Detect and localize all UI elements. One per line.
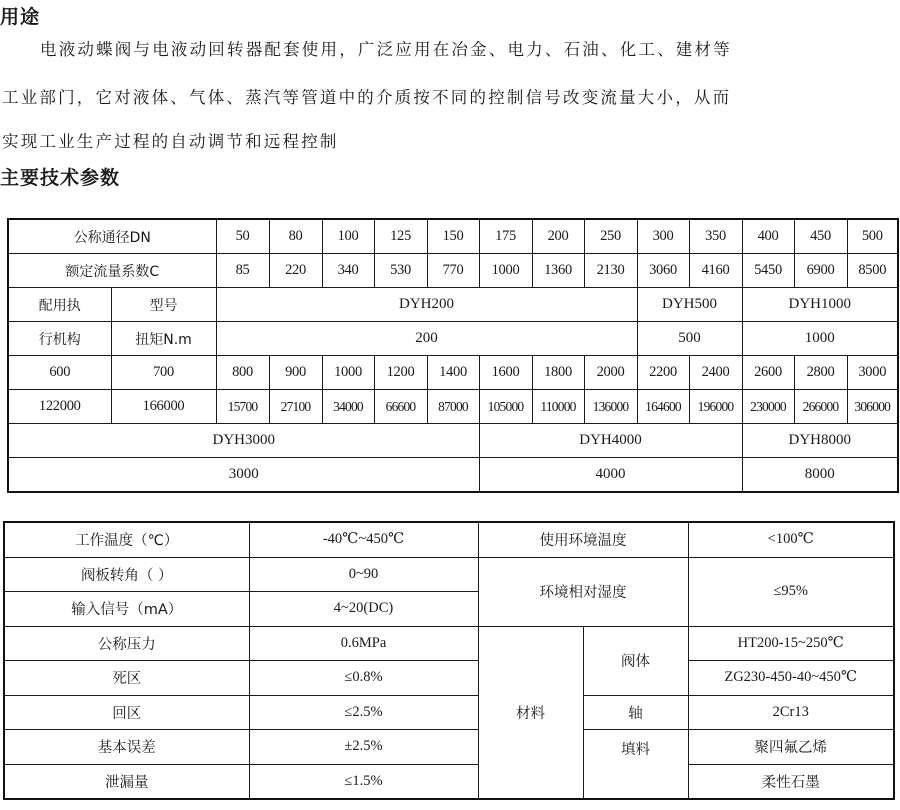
dn-cell: 80 [269, 219, 322, 254]
dn-cell: 2200 [637, 356, 689, 390]
dn-cell: 1600 [479, 356, 532, 390]
perf-value: ≤0.8% [249, 661, 478, 696]
humidity-value: ≤95% [688, 557, 894, 626]
cv-cell: 136000 [584, 390, 637, 424]
cv-cell: 164600 [637, 390, 689, 424]
cv-cell: 166000 [111, 390, 216, 424]
dn-cell: 1000 [322, 356, 374, 390]
model-row [8, 288, 898, 322]
perf-value: -40℃~450℃ [249, 522, 478, 557]
dn-cell: 500 [847, 219, 898, 254]
dn-cell: 175 [479, 219, 532, 254]
torque-cell: 200 [216, 322, 637, 356]
perf-row [4, 730, 894, 765]
perf-label: 回区 [4, 695, 249, 730]
perf-row [4, 626, 894, 661]
env-temp-label: 使用环境温度 [478, 522, 688, 557]
packing-value: 聚四氟乙烯 [688, 730, 894, 765]
cv-cell: 1000 [479, 254, 532, 288]
cv-cell: 66600 [374, 390, 427, 424]
cv-cell: 220 [269, 254, 322, 288]
dn-cell: 400 [742, 219, 794, 254]
cv-cell: 8500 [847, 254, 898, 288]
cv-cell: 15700 [216, 390, 269, 424]
model-cell: DYH8000 [742, 424, 898, 458]
usage-heading: 用途 [0, 6, 41, 28]
usage-line-2: 工业部门，它对液体、气体、蒸汽等管道中的介质按不同的控制信号改变流量大小，从而 [2, 88, 732, 107]
perf-label: 工作温度（℃） [4, 522, 249, 557]
model-cell: DYH1000 [742, 288, 898, 322]
cv-cell: 230000 [742, 390, 794, 424]
model-cell: DYH500 [637, 288, 742, 322]
cv-cell: 34000 [322, 390, 374, 424]
body-label: 阀体 [583, 626, 688, 695]
usage-line-1: 电液动蝶阀与电液动回转器配套使用，广泛应用在冶金、电力、石油、化工、建材等 [40, 40, 732, 59]
cv-cell: 6900 [794, 254, 847, 288]
model-cell: DYH4000 [479, 424, 742, 458]
cv-cell: 340 [322, 254, 374, 288]
dn-row [8, 219, 898, 254]
torque-label: 扭矩N.m [111, 322, 216, 356]
torque-cell: 4000 [479, 458, 742, 493]
cv-cell: 85 [216, 254, 269, 288]
torque-row [8, 322, 898, 356]
perf-value: ≤2.5% [249, 695, 478, 730]
perf-label: 阀板转角（ ） [4, 557, 249, 592]
model-label: 型号 [111, 288, 216, 322]
dn-cell: 250 [584, 219, 637, 254]
torque-cell: 1000 [742, 322, 898, 356]
torque-row-2 [8, 458, 898, 493]
shaft-value: 2Cr13 [688, 695, 894, 730]
dn-cell: 1400 [427, 356, 479, 390]
perf-label: 基本误差 [4, 730, 249, 765]
perf-value: ±2.5% [249, 730, 478, 765]
packing-value: 柔性石墨 [688, 764, 894, 799]
dn-cell: 350 [689, 219, 742, 254]
model-cell: DYH3000 [8, 424, 479, 458]
usage-line-3: 实现工业生产过程的自动调节和远程控制 [2, 132, 339, 151]
perf-row [4, 764, 894, 799]
cv-cell: 306000 [847, 390, 898, 424]
perf-value: 4~20(DC) [249, 592, 478, 627]
perf-label: 死区 [4, 661, 249, 696]
model-cell: DYH200 [216, 288, 637, 322]
dn-cell: 800 [216, 356, 269, 390]
perf-row [4, 522, 894, 557]
dn-cell: 2000 [584, 356, 637, 390]
cv-cell: 530 [374, 254, 427, 288]
cv-cell: 1360 [532, 254, 584, 288]
perf-row [4, 661, 894, 696]
cv-cell: 4160 [689, 254, 742, 288]
body-value: ZG230-450-40~450℃ [688, 661, 894, 696]
dn-cell: 2400 [689, 356, 742, 390]
dn-cell: 2800 [794, 356, 847, 390]
dn-cell: 900 [269, 356, 322, 390]
material-label: 材料 [478, 626, 583, 799]
perf-label: 输入信号（mA） [4, 592, 249, 627]
cv-cell: 266000 [794, 390, 847, 424]
dn-cell: 450 [794, 219, 847, 254]
torque-cell: 8000 [742, 458, 898, 493]
cv-cell: 87000 [427, 390, 479, 424]
actuator-label-1: 配用执 [8, 288, 111, 322]
cv-cell: 27100 [269, 390, 322, 424]
cv-label: 额定流量系数C [8, 254, 216, 288]
dn-cell: 600 [8, 356, 111, 390]
perf-value: ≤1.5% [249, 764, 478, 799]
dn-cell: 300 [637, 219, 689, 254]
cv-cell: 2130 [584, 254, 637, 288]
dn-cell: 1200 [374, 356, 427, 390]
cv-cell: 122000 [8, 390, 111, 424]
env-temp-value: <100℃ [688, 522, 894, 557]
shaft-label: 轴 [583, 695, 688, 730]
actuator-label-2: 行机构 [8, 322, 111, 356]
perf-label: 泄漏量 [4, 764, 249, 799]
torque-cell: 3000 [8, 458, 479, 493]
dn-cell: 50 [216, 219, 269, 254]
perf-label: 公称压力 [4, 626, 249, 661]
packing-label: 填料 [583, 730, 688, 800]
perf-value: 0~90 [249, 557, 478, 592]
cv-row-2 [8, 390, 898, 424]
cv-cell: 196000 [689, 390, 742, 424]
dn-cell: 3000 [847, 356, 898, 390]
params-heading: 主要技术参数 [0, 167, 121, 189]
dn-cell: 2600 [742, 356, 794, 390]
model-row-2 [8, 424, 898, 458]
cv-cell: 770 [427, 254, 479, 288]
perf-row [4, 557, 894, 592]
dn-cell: 700 [111, 356, 216, 390]
perf-value: 0.6MPa [249, 626, 478, 661]
perf-row [4, 695, 894, 730]
cv-cell: 3060 [637, 254, 689, 288]
dn-cell: 150 [427, 219, 479, 254]
torque-cell: 500 [637, 322, 742, 356]
cv-cell: 5450 [742, 254, 794, 288]
cv-cell: 110000 [532, 390, 584, 424]
dn-cell: 1800 [532, 356, 584, 390]
dn-cell: 200 [532, 219, 584, 254]
dn-cell: 125 [374, 219, 427, 254]
dn-row-2 [8, 356, 898, 390]
cv-row [8, 254, 898, 288]
performance-table [3, 521, 895, 800]
humidity-label: 环境相对湿度 [478, 557, 688, 626]
body-value: HT200-15~250℃ [688, 626, 894, 661]
dn-cell: 100 [322, 219, 374, 254]
valve-spec-table [7, 218, 899, 493]
dn-label: 公称通径DN [8, 219, 216, 254]
cv-cell: 105000 [479, 390, 532, 424]
